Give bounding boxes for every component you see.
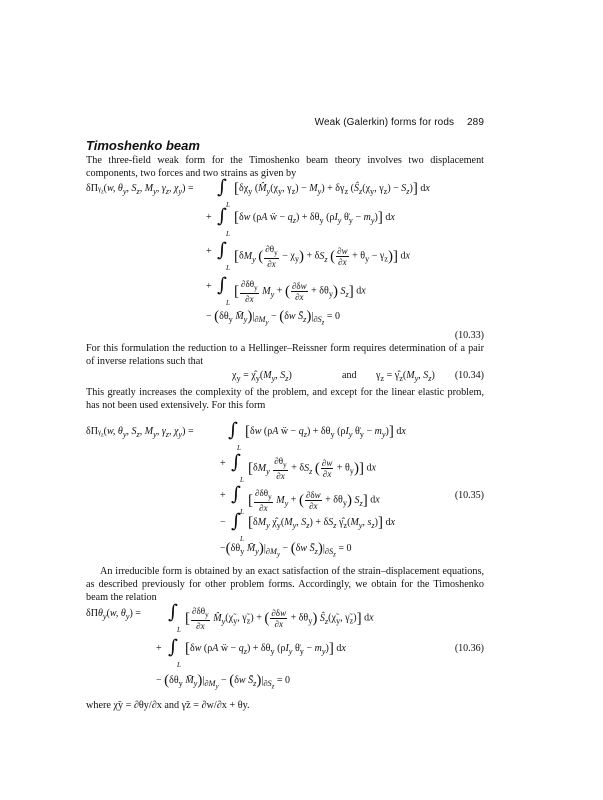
equation-10-35-line-3: + ∫ L [ $\frac{\partial\delta\theta_y}{\partial x}$ $M_y$ + ( $\frac{\partial\delta w}{\partial x}$ + $\delta\theta_y$) $S_z$] dx (10.35) xyxy=(220,483,484,516)
irreducible-paragraph: An irreducible form is obtained by an exact satisfaction of the strain–displacement equations, as described previously for other problem forms. Accordingly, we obtain for the Timoshenko beam the relation xyxy=(86,566,484,603)
equation-10-35-line-2: + ∫ L [$\delta M_y$ $\frac{\partial\theta_y}{\partial x}$ + $\delta S_z$ ( $\frac{\partial w}{\partial x}$ + $\theta_y$)] dx xyxy=(220,451,376,484)
equation-10-34: $\chi_y$ = $\chî_y(M_y$, $S_z$) and $\gamma_z$ = $\gammâ_z(M_y$, $S_z$) (10.34) xyxy=(232,370,484,383)
section-title: Timoshenko beam xyxy=(86,138,200,153)
equation-10-33-line-3: + ∫ L [$\delta M_y$ ( $\frac{\partial\theta_y}{\partial x}$ − $\chi_y) + \delta S_z$ ( $\frac{\partial w}{\partial x}$ + $\theta_y - \gamma_z$)] dx xyxy=(206,239,410,272)
equation-10-33-line-1: δΠγ$_z$(w, $\theta_y$, $S_z$, $M_y$, $\gamma_z$, $\chi_y$) = ∫ L [$\delta\chi_y$ ($M̂_y(\chi_y$, $\gamma_z) - M_y) + \delta\gamma_z$ ($Ŝ_z(\chi_y$, $\gamma_z) - S_z$)] dx xyxy=(86,176,430,209)
equation-10-36-line-2: + ∫ L [δw (ρA ẅ − $q_z) + \delta\theta_y$ ($\rho I_y$ $\thetä_y - m_y$)] dx (10.36) xyxy=(156,636,484,669)
page-number: 289 xyxy=(467,117,484,128)
equation-number-10-33: (10.33) xyxy=(454,330,484,341)
equation-10-35-line-4: − ∫ L [$\delta M_y$ $\chî_y(M_y$, $S_z) + \delta S_z$ $\gammâ_z(M_y$, $s_z$)] dx xyxy=(220,510,395,543)
equation-10-36-line-3: − ($\delta\theta_y$ $M̄_y)|_{\partial M_y} - (\delta w$ $S̄_z)|_{\partial S_z} = 0$ xyxy=(156,672,290,691)
intro-paragraph: The three-field weak form for the Timoshenko beam theory involves two displacement components, two forces and two strains as given by xyxy=(86,155,484,179)
where-clause: where χ̃y = ∂θy/∂x and γ̃z = ∂w/∂x + θy. xyxy=(86,700,250,711)
running-head xyxy=(86,117,484,128)
equation-10-35-line-5: $-(\delta\theta_y$ $M̄_y)|_{\partial M_y} - (\delta w$ $S̄_z)|_{\partial S_z} = 0$ xyxy=(220,540,352,559)
equation-10-34-and: and xyxy=(342,370,357,381)
equation-10-33-line-5: − ($\delta\theta_y$ $M̄_y)|_{\partial M_y} - (\delta w$ $S̄_z)|_{\partial S_z} = 0$ xyxy=(206,308,340,327)
equation-10-33-line-2: + ∫ L [δw (ρA ẅ − $q_z) + \delta\theta_y$ ($\rho I_y$ $\thetä_y - m_y$)] dx xyxy=(206,205,395,238)
equation-10-33-line-4: + ∫ L [ $\frac{\partial\delta\theta_y}{\partial x}$ $M_y$ + ( $\frac{\partial\delta w}{\partial x}$ + $\delta\theta_y$) $S_z$] dx xyxy=(206,274,366,307)
equation-10-36-line-1: δΠθ$_y$(w, $\theta_y$) = ∫ L [ $\frac{\partial\delta\theta_y}{\partial x}$ $M̂_y(\chĩ_y$, $\gammã_z$) + ( $\frac{\partial\delta w}{\partial x}$ + $\delta\theta_y$) $Ŝ_z(\chĩ_y$, $\gammã_z$)] dx xyxy=(86,601,374,634)
complexity-paragraph: This greatly increases the complexity of the problem, and except for the linear elastic problem, has not been used extensively. For this form xyxy=(86,387,484,411)
hellinger-paragraph: For this formulation the reduction to a Hellinger–Reissner form requires determination of a pair of inverse relations such that xyxy=(86,343,484,367)
running-title: Weak (Galerkin) forms for rods xyxy=(314,117,455,128)
equation-10-35-line-1: δΠγ$_z$(w, $\theta_y$, $S_z$, $M_y$, $\gamma_z$, $\chi_y$) = ∫ L [δw (ρA ẅ − $q_z) + \delta\theta_y$ ($\rho I_y$ $\thetä_y - m_y$)] dx xyxy=(86,419,406,452)
